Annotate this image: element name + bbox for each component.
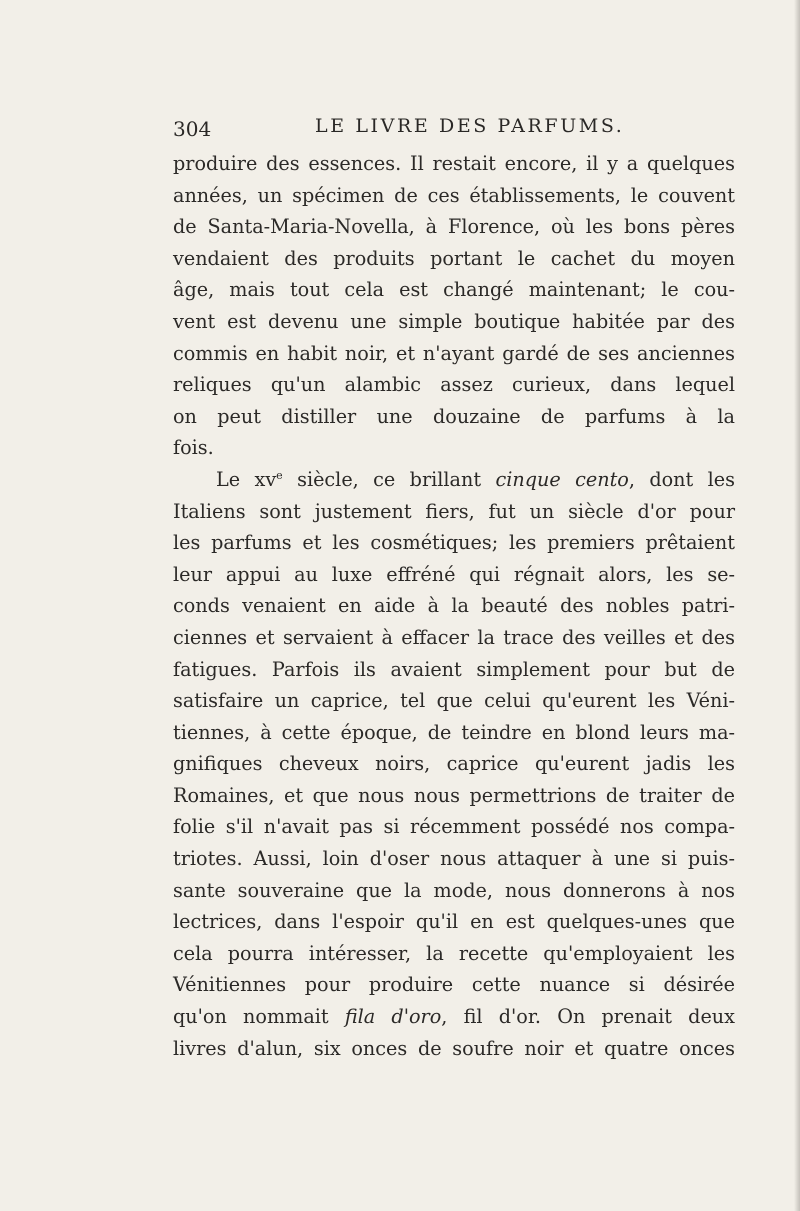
text-line: fatigues. Parfois ils avaient simplement pour but de bbox=[173, 657, 735, 681]
text-line: vendaient des produits portant le cachet du moyen bbox=[173, 246, 735, 270]
text-line: lectrices, dans l'espoir qu'il en est quelques-unes que bbox=[173, 910, 735, 934]
page-number: 304 bbox=[173, 117, 212, 141]
text-line: fois. bbox=[173, 436, 214, 460]
text-run: siècle, ce brillant bbox=[282, 467, 496, 491]
body-text bbox=[173, 148, 735, 1064]
text-line: satisfaire un caprice, tel que celui qu'eurent les Véni- bbox=[173, 689, 735, 713]
text-line bbox=[173, 464, 735, 496]
text-line: sante souveraine que la mode, nous donnerons à nos bbox=[173, 878, 735, 902]
text-line: de Santa-Maria-Novella, à Florence, où les bons pères bbox=[173, 215, 735, 239]
text-line: Italiens sont justement fiers, fut un siècle d'or pour bbox=[173, 499, 735, 523]
text-line: on peut distiller une douzaine de parfums à la bbox=[173, 404, 735, 428]
text-line: ciennes et servaient à effacer la trace des veilles et des bbox=[173, 625, 735, 649]
text-line: âge, mais tout cela est changé maintenant; le cou- bbox=[173, 278, 735, 302]
page-edge-shadow bbox=[794, 0, 800, 1211]
text-line: vent est devenu une simple boutique habitée par des bbox=[173, 309, 735, 333]
text-line: livres d'alun, six onces de soufre noir et quatre onces bbox=[173, 1036, 735, 1060]
text-line: Vénitiennes pour produire cette nuance si désirée bbox=[173, 973, 735, 997]
text-line: folie s'il n'avait pas si récemment possédé nos compa- bbox=[173, 815, 735, 839]
text-line: tiennes, à cette époque, de teindre en blond leurs ma- bbox=[173, 720, 735, 744]
italic-phrase: cinque cento bbox=[495, 467, 629, 491]
text-line: leur appui au luxe effréné qui régnait alors, les se- bbox=[173, 562, 735, 586]
text-line: triotes. Aussi, loin d'oser nous attaquer à une si puis- bbox=[173, 847, 735, 871]
page-header bbox=[173, 113, 743, 143]
running-title: LE LIVRE DES PARFUMS. bbox=[315, 115, 625, 137]
italic-phrase: fila d'oro bbox=[344, 1005, 442, 1029]
text-line bbox=[173, 1001, 735, 1033]
text-line: Romaines, et que nous nous permettrions de traiter de bbox=[173, 783, 735, 807]
superscript: e bbox=[276, 468, 283, 482]
text-run: qu'on nommait bbox=[173, 1005, 345, 1029]
text-run: Le xv bbox=[216, 467, 277, 491]
text-run: , dont les bbox=[628, 467, 735, 491]
text-line: gnifiques cheveux noirs, caprice qu'eurent jadis les bbox=[173, 752, 735, 776]
text-line: produire des essences. Il restait encore, il y a quelques bbox=[173, 152, 735, 175]
text-run: , fil d'or. On prenait deux bbox=[441, 1005, 735, 1029]
text-line: cela pourra intéresser, la recette qu'employaient les bbox=[173, 941, 735, 965]
text-line: reliques qu'un alambic assez curieux, dans lequel bbox=[173, 373, 735, 397]
text-line: les parfums et les cosmétiques; les premiers prêtaient bbox=[173, 531, 735, 555]
text-line: années, un spécimen de ces établissements, le couvent bbox=[173, 183, 735, 207]
text-line: commis en habit noir, et n'ayant gardé de ses anciennes bbox=[173, 341, 735, 365]
text-line: conds venaient en aide à la beauté des nobles patri- bbox=[173, 594, 735, 618]
